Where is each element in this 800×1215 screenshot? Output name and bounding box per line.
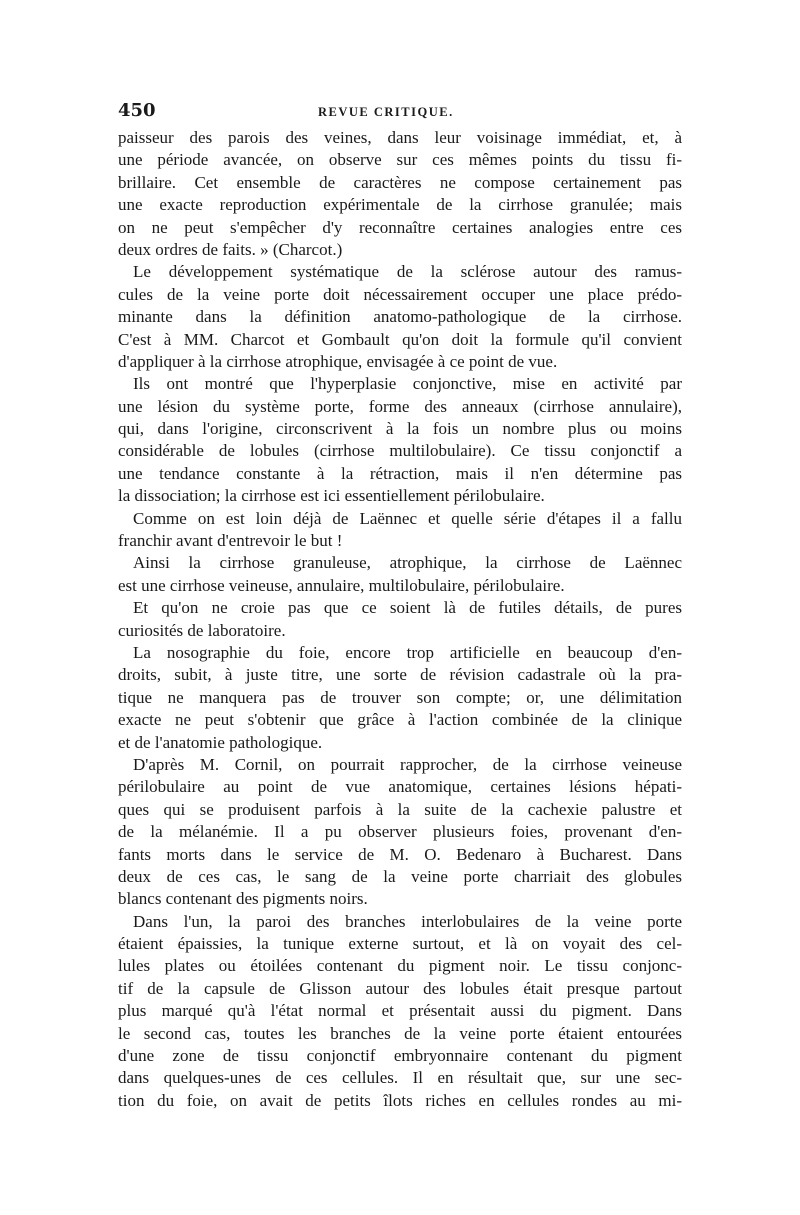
page-number: 450 [118, 100, 156, 121]
text-line: Dans l'un, la paroi des branches interlobulaires de la veine porte [133, 911, 682, 931]
text-line: curiosités de laboratoire. [118, 620, 286, 640]
text-line: une période avancée, on observe sur ces mêmes points du tissu fi- [118, 150, 682, 170]
text-line: une exacte reproduction expérimentale de la cirrhose granulée; mais [118, 195, 682, 215]
text-line: deux ordres de faits. » (Charcot.) [118, 239, 343, 259]
text-line: étaient épaissies, la tunique externe surtout, et là on voyait des cel- [118, 934, 682, 954]
running-title: REVUE CRITIQUE. [318, 105, 454, 119]
text-line: D'après M. Cornil, on pourrait rapprocher, de la cirrhose veineuse [133, 754, 682, 774]
text-line: d'une zone de tissu conjonctif embryonnaire contenant du pigment [118, 1046, 682, 1066]
text-line: et de l'anatomie pathologique. [118, 732, 323, 752]
text-line: tion du foie, on avait de petits îlots riches en cellules rondes au mi- [118, 1090, 682, 1110]
text-line: le second cas, toutes les branches de la veine porte étaient entourées [118, 1023, 682, 1043]
text-line: considérable de lobules (cirrhose multilobulaire). Ce tissu conjonctif a [118, 441, 682, 461]
text-line: cules de la veine porte doit nécessairement occuper une place prédo- [118, 284, 682, 304]
text-line: franchir avant d'entrevoir le but ! [118, 531, 343, 551]
text-line: Ainsi la cirrhose granuleuse, atrophique, la cirrhose de Laënnec [133, 553, 682, 573]
page-header [118, 100, 682, 126]
text-line: dans quelques-unes de ces cellules. Il en résultait que, sur une sec- [118, 1068, 682, 1088]
text-line: brillaire. Cet ensemble de caractères ne compose certainement pas [118, 172, 682, 192]
text-line: Et qu'on ne croie pas que ce soient là de futiles détails, de pures [133, 598, 682, 618]
text-line: minante dans la définition anatomo-pathologique de la cirrhose. [118, 307, 682, 327]
text-line: tif de la capsule de Glisson autour des lobules était presque partout [118, 978, 682, 998]
text-line: Le développement systématique de la sclérose autour des ramus- [133, 262, 682, 282]
text-line: la dissociation; la cirrhose est ici essentiellement périlobulaire. [118, 486, 545, 506]
text-line: Ils ont montré que l'hyperplasie conjonctive, mise en activité par [133, 374, 682, 394]
text-line: droits, subit, à juste titre, une sorte de révision cadastrale où la pra- [118, 665, 682, 685]
text-line: est une cirrhose veineuse, annulaire, multilobulaire, périlobulaire. [118, 575, 565, 595]
text-line: paisseur des parois des veines, dans leur voisinage immédiat, et, à [118, 128, 682, 147]
text-line: Comme on est loin déjà de Laënnec et quelle série d'étapes il a fallu [133, 508, 682, 528]
text-line: C'est à MM. Charcot et Gombault qu'on doit la formule qu'il convient [118, 329, 682, 349]
body-text [118, 127, 682, 1112]
text-line: périlobulaire au point de vue anatomique, certaines lésions hépati- [118, 777, 682, 797]
text-line: La nosographie du foie, encore trop artificielle en beaucoup d'en- [133, 642, 682, 662]
text-line: qui, dans l'origine, circonscrivent à la fois un nombre plus ou moins [118, 419, 682, 439]
text-line: exacte ne peut s'obtenir que grâce à l'action combinée de la clinique [118, 710, 682, 730]
text-line: on ne peut s'empêcher d'y reconnaître certaines analogies entre ces [118, 217, 682, 237]
text-line: une lésion du système porte, forme des anneaux (cirrhose annulaire), [118, 396, 682, 416]
text-line: d'appliquer à la cirrhose atrophique, envisagée à ce point de vue. [118, 351, 558, 371]
text-line: blancs contenant des pigments noirs. [118, 889, 368, 909]
text-line: deux de ces cas, le sang de la veine porte charriait des globules [118, 866, 682, 886]
text-line: tique ne manquera pas de trouver son compte; or, une délimitation [118, 687, 682, 707]
text-line: de la mélanémie. Il a pu observer plusieurs foies, provenant d'en- [118, 822, 682, 842]
text-line: plus marqué qu'à l'état normal et présentait aussi du pigment. Dans [118, 1001, 682, 1021]
text-line: fants morts dans le service de M. O. Bedenaro à Bucharest. Dans [118, 844, 682, 864]
text-line: lules plates ou étoilées contenant du pigment noir. Le tissu conjonc- [118, 956, 682, 976]
text-line: une tendance constante à la rétraction, mais il n'en détermine pas [118, 463, 682, 483]
text-line: ques qui se produisent parfois à la suite de la cachexie palustre et [118, 799, 682, 819]
